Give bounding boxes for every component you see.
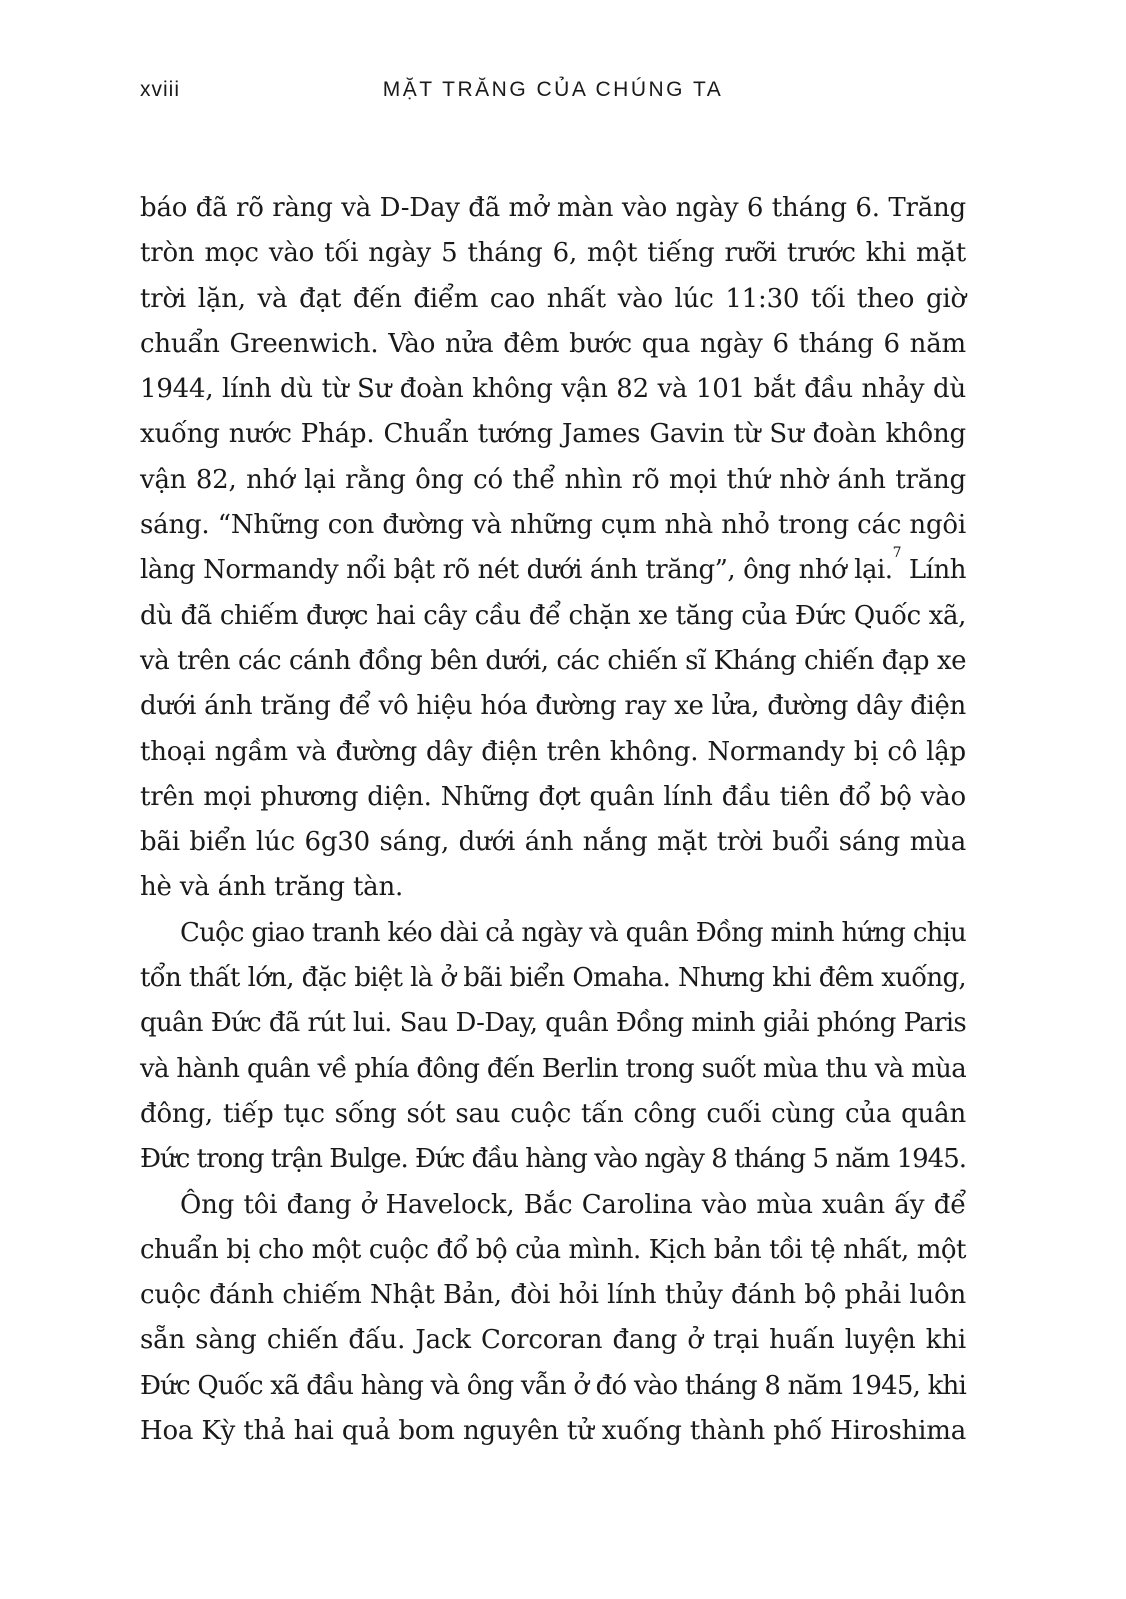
text-segment: làng Normandy nổi bật rõ nét dưới ánh trăng”, ông nhớ lại.	[140, 555, 893, 586]
text-line: chuẩn bị cho một cuộc đổ bộ của mình. Kịch bản tồi tệ nhất, một	[140, 1234, 966, 1265]
text-line: hè và ánh trăng tàn.	[140, 872, 404, 903]
text-line-with-footnote	[140, 545, 966, 593]
text-line: Đức Quốc xã đầu hàng và ông vẫn ở đó vào tháng 8 năm 1945, khi	[140, 1370, 966, 1401]
running-head	[140, 78, 966, 118]
text-line: dù đã chiếm được hai cây cầu để chặn xe tăng của Đức Quốc xã,	[140, 600, 966, 631]
text-line: tròn mọc vào tối ngày 5 tháng 6, một tiếng rưỡi trước khi mặt	[140, 238, 966, 269]
text-line: và hành quân về phía đông đến Berlin trong suốt mùa thu và mùa	[140, 1053, 966, 1084]
text-segment: Lính	[900, 555, 966, 586]
page-number: xviii	[140, 78, 180, 101]
paragraph-2	[140, 911, 966, 1183]
text-line: xuống nước Pháp. Chuẩn tướng James Gavin từ Sư đoàn không	[140, 419, 966, 450]
text-line: sáng. “Những con đường và những cụm nhà nhỏ trong các ngôi	[140, 510, 966, 541]
text-line: quân Đức đã rút lui. Sau D-Day, quân Đồng minh giải phóng Paris	[140, 1008, 966, 1039]
text-line: 1944, lính dù từ Sư đoàn không vận 82 và 101 bắt đầu nhảy dù	[140, 374, 966, 405]
text-line: sẵn sàng chiến đấu. Jack Corcoran đang ở trại huấn luyện khi	[140, 1325, 966, 1356]
text-line: đông, tiếp tục sống sót sau cuộc tấn công cuối cùng của quân	[140, 1098, 966, 1129]
paragraph-1	[140, 186, 966, 911]
footnote-marker[interactable]: 7	[892, 545, 901, 562]
text-line: dưới ánh trăng để vô hiệu hóa đường ray xe lửa, đường dây điện	[140, 691, 966, 722]
text-line: tổn thất lớn, đặc biệt là ở bãi biển Omaha. Nhưng khi đêm xuống,	[140, 963, 966, 994]
text-line: chuẩn Greenwich. Vào nửa đêm bước qua ngày 6 tháng 6 năm	[140, 328, 966, 359]
text-line: Cuộc giao tranh kéo dài cả ngày và quân Đồng minh hứng chịu	[180, 917, 966, 948]
text-line: Hoa Kỳ thả hai quả bom nguyên tử xuống thành phố Hiroshima	[140, 1416, 966, 1447]
text-line: báo đã rõ ràng và D-Day đã mở màn vào ngày 6 tháng 6. Trăng	[140, 193, 966, 223]
text-line: trời lặn, và đạt đến điểm cao nhất vào lúc 11:30 tối theo giờ	[140, 283, 966, 314]
body-text	[140, 186, 966, 1454]
text-line: Đức trong trận Bulge. Đức đầu hàng vào ngày 8 tháng 5 năm 1945.	[140, 1144, 966, 1175]
paragraph-3	[140, 1183, 966, 1455]
text-line: thoại ngầm và đường dây điện trên không. Normandy bị cô lập	[140, 736, 966, 767]
text-line: cuộc đánh chiếm Nhật Bản, đòi hỏi lính thủy đánh bộ phải luôn	[140, 1280, 966, 1311]
text-line: bãi biển lúc 6g30 sáng, dưới ánh nắng mặt trời buổi sáng mùa	[140, 827, 966, 858]
text-line: trên mọi phương diện. Những đợt quân lính đầu tiên đổ bộ vào	[140, 781, 966, 812]
text-line: và trên các cánh đồng bên dưới, các chiến sĩ Kháng chiến đạp xe	[140, 645, 966, 676]
book-title: MẶT TRĂNG CỦA CHÚNG TA	[382, 78, 724, 101]
text-line: vận 82, nhớ lại rằng ông có thể nhìn rõ mọi thứ nhờ ánh trăng	[140, 464, 966, 495]
text-line: Ông tôi đang ở Havelock, Bắc Carolina vào mùa xuân ấy để	[180, 1189, 966, 1220]
